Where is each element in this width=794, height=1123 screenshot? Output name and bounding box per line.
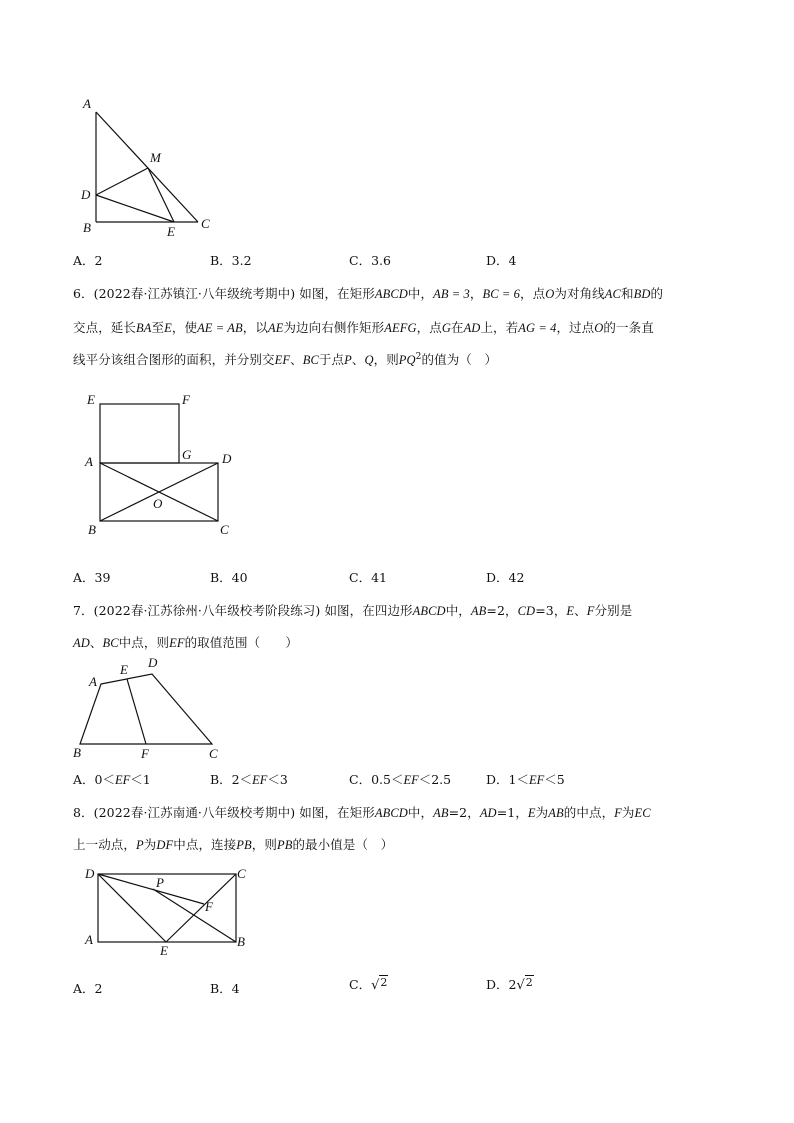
q5-segment-ac: [96, 112, 198, 222]
q8-option-c-radical: √2: [371, 976, 388, 993]
q6-label-c: C: [220, 522, 229, 537]
q7-label-e: E: [120, 662, 128, 677]
q5-figure: [70, 90, 240, 240]
q7-label-d: D: [148, 655, 158, 670]
q8-label-p: P: [156, 875, 164, 890]
q7-quadrilateral-abcd: [80, 674, 212, 744]
q8-label-d: D: [85, 866, 95, 881]
q8-segment-pb: [153, 889, 236, 942]
q5-option-c[interactable]: C．3.6: [349, 253, 391, 268]
q7-label-f: F: [141, 746, 149, 761]
q6-rect-aefg: [100, 404, 179, 463]
q8-option-d-radical: √2: [516, 976, 533, 993]
q6-figure: [80, 388, 250, 543]
q8-label-c: C: [237, 866, 246, 881]
q8-label-e: E: [160, 943, 168, 958]
q5-label-m: M: [150, 150, 161, 165]
q7-option-d[interactable]: D．1＜EF＜5: [486, 772, 565, 787]
q8-option-a[interactable]: A．2: [73, 981, 103, 996]
q7-stem-line-2: AD、BC中点，则EF的取值范围（ ）: [73, 635, 298, 650]
q6-label-e: E: [87, 392, 95, 407]
q6-label-g: G: [182, 447, 192, 462]
q5-label-b: B: [83, 220, 91, 235]
q8-segment-ec: [166, 874, 236, 942]
q6-option-a[interactable]: A．39: [73, 570, 111, 585]
q8-label-a: A: [85, 932, 93, 947]
q6-stem-line-1: 6．(2022春·江苏镇江·八年级统考期中) 如图，在矩形ABCD中，AB = 3，BC = 6，点O为对角线AC和BD的: [73, 286, 664, 301]
q8-stem-line-2: 上一动点，P为DF中点，连接PB，则PB的最小值是（ ）: [73, 837, 394, 852]
q6-label-f: F: [182, 392, 190, 407]
q7-label-c: C: [209, 746, 218, 761]
q5-label-a: A: [83, 96, 91, 111]
q5-segment-dm: [96, 168, 148, 195]
q6-option-b[interactable]: B．40: [210, 570, 248, 585]
q8-label-f: F: [205, 899, 213, 914]
q7-segment-ef: [127, 679, 146, 744]
q7-stem-line-1: 7．(2022春·江苏徐州·八年级校考阶段练习) 如图，在四边形ABCD中，AB=2，CD=3，E、F分别是: [73, 603, 633, 618]
q6-label-a: A: [85, 454, 93, 469]
q6-label-b: B: [88, 522, 96, 537]
q7-label-a: A: [89, 674, 97, 689]
q8-option-b[interactable]: B．4: [210, 981, 240, 996]
q5-option-b[interactable]: B．3.2: [210, 253, 252, 268]
q5-label-d: D: [81, 187, 91, 202]
q6-option-c[interactable]: C．41: [349, 570, 387, 585]
q7-option-b[interactable]: B．2＜EF＜3: [210, 772, 288, 787]
q8-rect-abcd: [98, 874, 236, 942]
q6-label-o: O: [153, 496, 163, 511]
q5-label-e: E: [167, 224, 175, 239]
q8-option-d[interactable]: D．2√2: [486, 976, 533, 993]
q6-stem-line-2: 交点，延长BA至E，使AE = AB，以AE为边向右侧作矩形AEFG，点G在AD上，若AG = 4，过点O的一条直: [73, 320, 654, 335]
q7-option-c[interactable]: C．0.5＜EF＜2.5: [349, 772, 452, 787]
q8-stem-line-1: 8．(2022春·江苏南通·八年级校考期中) 如图，在矩形ABCD中，AB=2，AD=1，E为AB的中点，F为EC: [73, 805, 651, 820]
q8-segment-df: [98, 874, 204, 904]
q7-figure: [68, 654, 238, 764]
q5-option-d[interactable]: D．4: [486, 253, 517, 268]
q8-option-c[interactable]: C．√2: [349, 976, 388, 993]
q5-option-a[interactable]: A．2: [73, 253, 103, 268]
q5-label-c: C: [201, 216, 210, 231]
q6-label-d: D: [222, 451, 232, 466]
q6-stem-line-3: 线平分该组合图形的面积，并分别交EF、BC于点P、Q，则$PQ^2$的值为（ ）: [73, 351, 498, 367]
q7-label-b: B: [73, 745, 81, 760]
q8-figure: [80, 862, 260, 962]
q7-option-a[interactable]: A．0＜EF＜1: [73, 772, 151, 787]
q6-option-d[interactable]: D．42: [486, 570, 525, 585]
q8-label-b: B: [237, 934, 245, 949]
